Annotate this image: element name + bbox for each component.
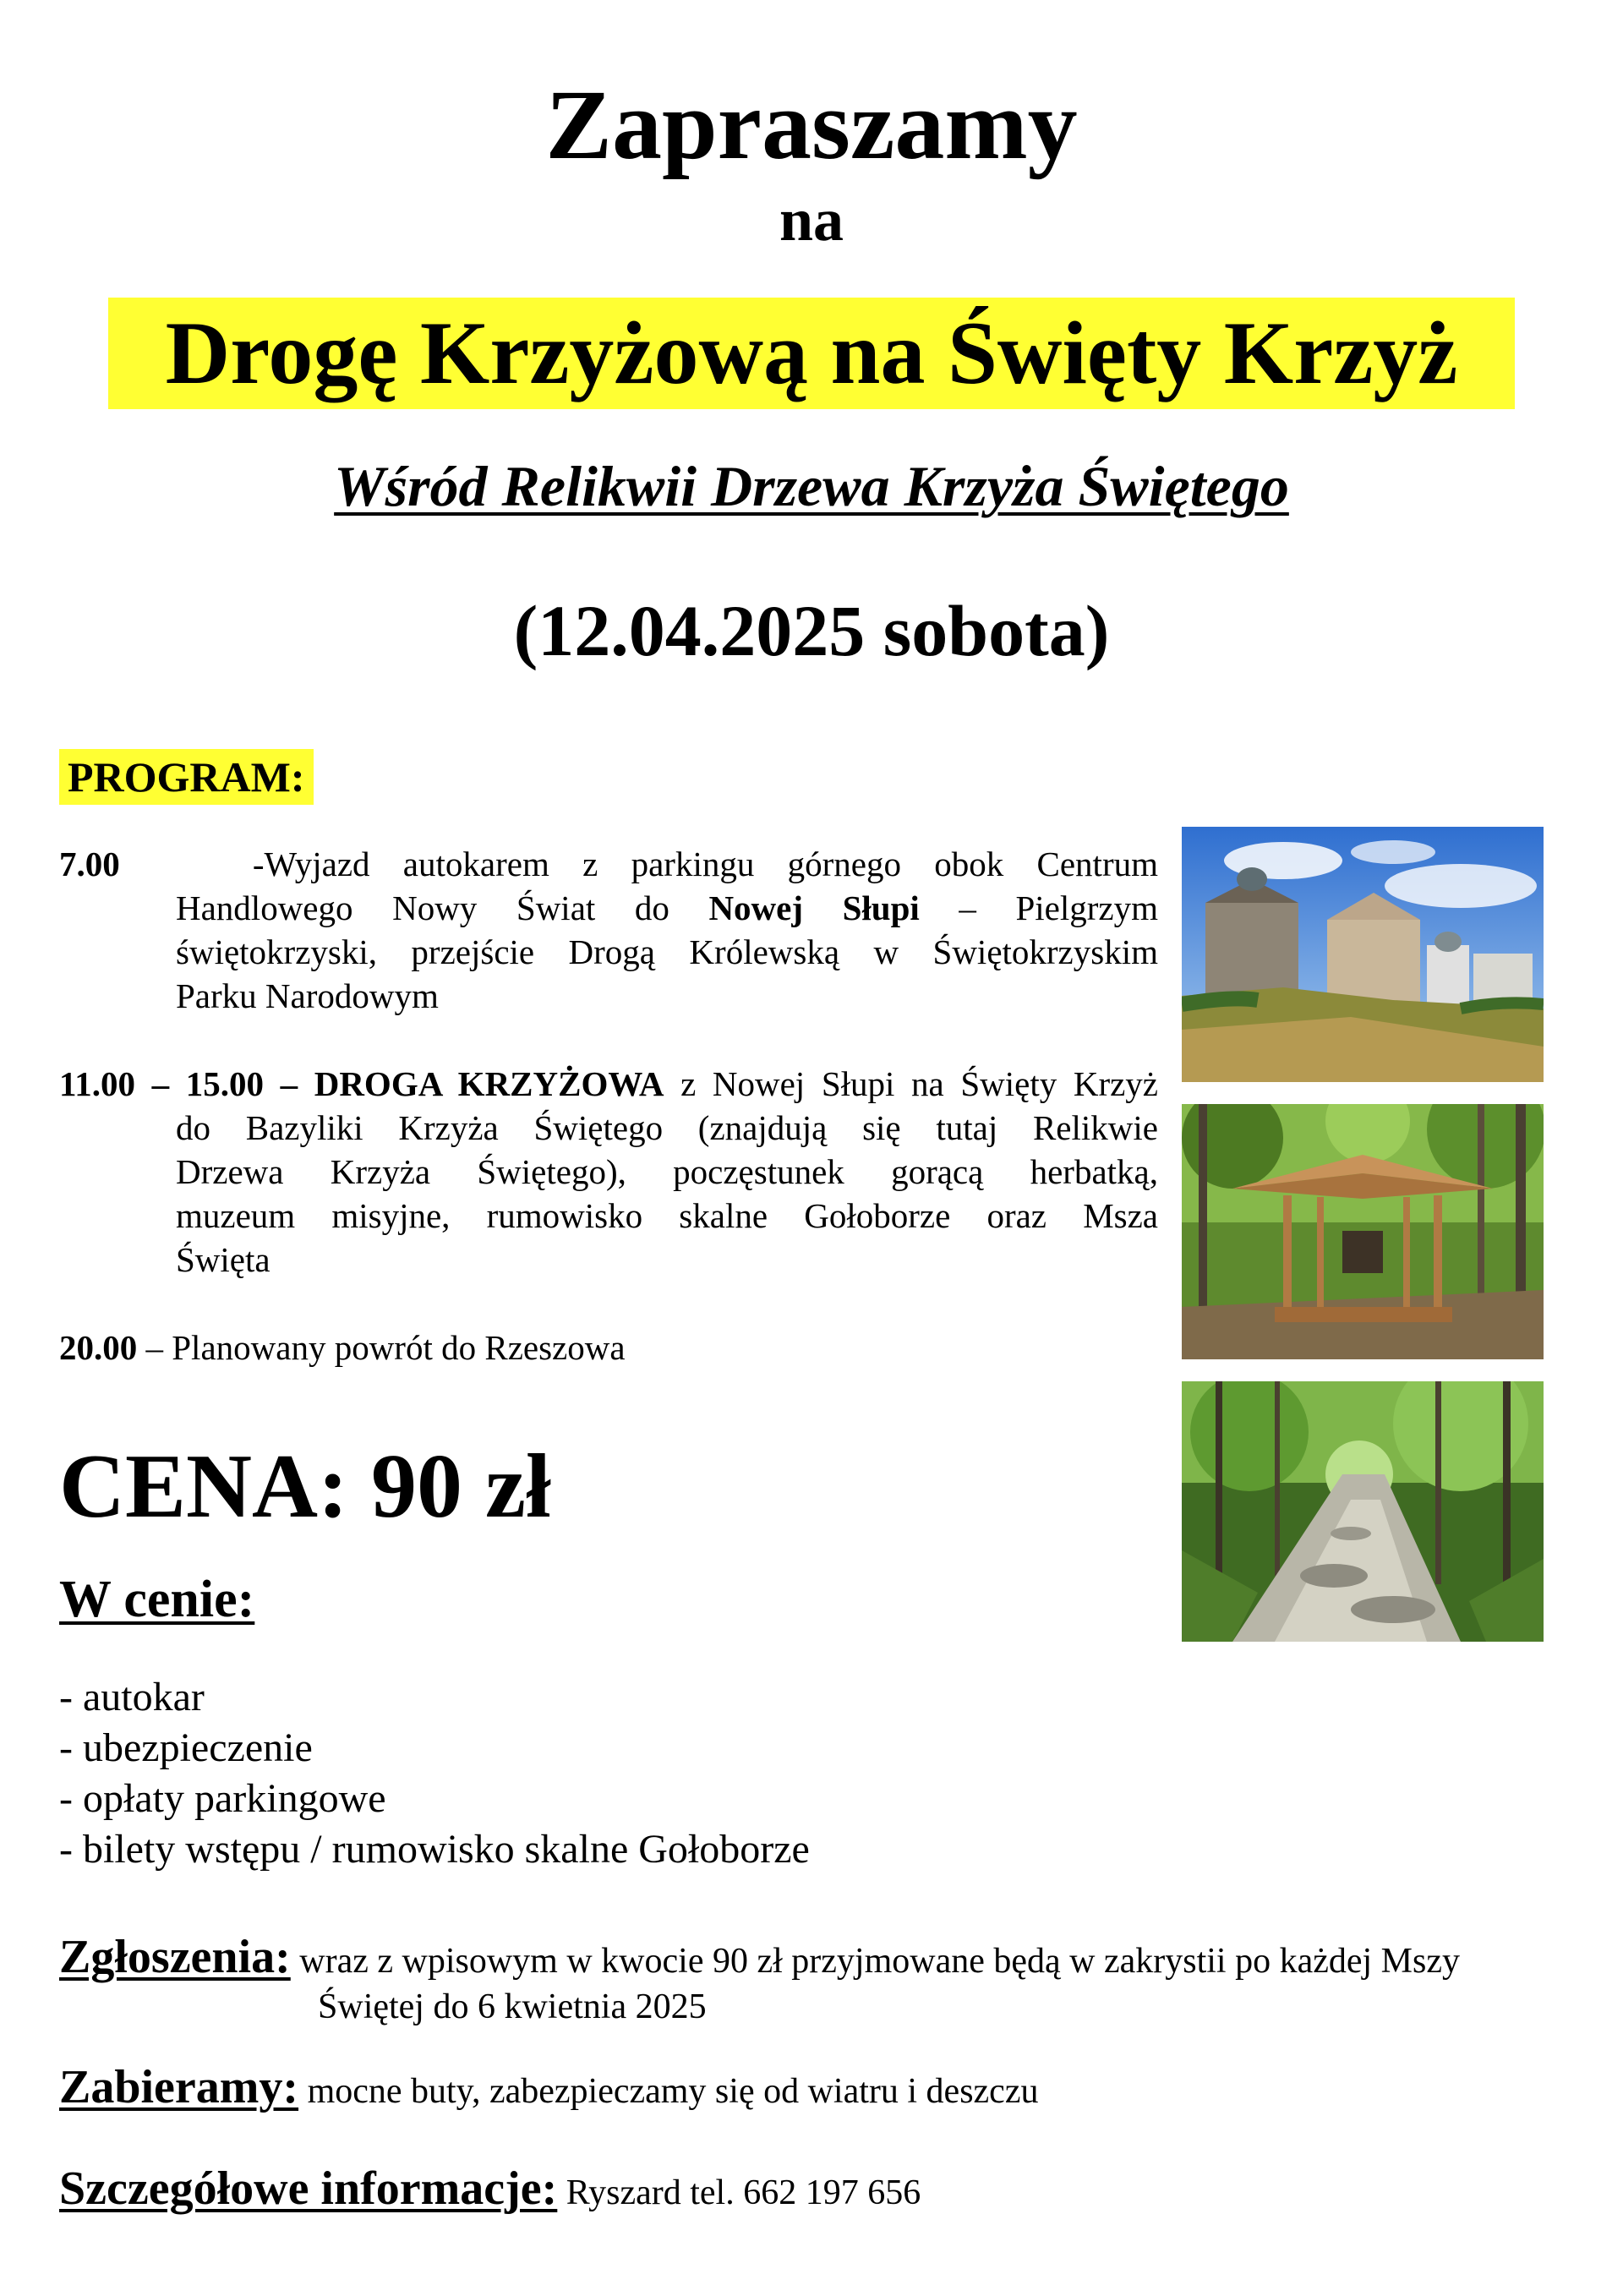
basilica-photo: [1182, 827, 1544, 1082]
program-label: PROGRAM:: [59, 749, 314, 805]
included-item: - bilety wstępu / rumowisko skalne Gołoborze: [59, 1827, 810, 1872]
forest-shrine-photo: [1182, 1104, 1544, 1359]
registration-label: Zgłoszenia:: [59, 1931, 291, 1983]
heading-zapraszamy: Zapraszamy: [545, 69, 1078, 180]
program-item-1-line4: Parku Narodowym: [176, 976, 439, 1015]
program-item-1-text2-bold: Nowej Słupi: [708, 888, 920, 927]
program-item-2-text1: z Nowej Słupi na Święty Krzyż: [664, 1064, 1159, 1103]
program-item-3: [59, 1326, 1158, 1369]
included-item: - ubezpieczenie: [59, 1725, 313, 1770]
details-label: Szczegółowe informacje:: [59, 2162, 558, 2215]
program-item-1-line1: [59, 842, 1158, 886]
program-item-1-line2: [59, 886, 1158, 930]
program-item-2-line4: muzeum misyjne, rumowisko skalne Gołoborze oraz Msza: [176, 1196, 1158, 1235]
event-date: (12.04.2025 sobota): [513, 590, 1110, 671]
program-item-1-time: 7.00: [59, 845, 120, 883]
program-item-3-line1: [59, 1326, 1158, 1369]
price: CENA: 90 zł: [59, 1436, 551, 1537]
program-item-2-line2: do Bazyliki Krzyża Świętego (znajdują się tutaj Relikwie: [176, 1108, 1158, 1147]
program-item-1-line3: świętokrzyski, przejście Drogą Królewską w Świętokrzyskim: [176, 932, 1158, 971]
forest-path-photo: [1182, 1381, 1544, 1642]
details-text: Ryszard tel. 662 197 656: [557, 2173, 921, 2212]
event-subtitle: [0, 450, 1623, 522]
program-item-1-text2b: – Pielgrzym: [919, 888, 1158, 927]
included-list: [59, 1672, 810, 1875]
bring-label: Zabieramy:: [59, 2061, 299, 2113]
program-item-1-text2a: Handlowego Nowy Świat do: [176, 888, 709, 927]
registration-info: [59, 1931, 1589, 2030]
included-item: - autokar: [59, 1675, 205, 1719]
included-label: W cenie:: [59, 1571, 255, 1628]
registration-text-2: Świętej do 6 kwietnia 2025: [318, 1987, 707, 2026]
program-item-2-line3: Drzewa Krzyża Świętego), poczęstunek gorącą herbatką,: [176, 1152, 1158, 1191]
program-item-2: [59, 1062, 1158, 1282]
heading-na: na: [779, 186, 844, 254]
program-item-1: [59, 842, 1158, 1018]
event-title-banner: Drogę Krzyżową na Święty Krzyż: [108, 298, 1515, 409]
program-item-3-text: – Planowany powrót do Rzeszowa: [137, 1328, 626, 1367]
details-info: [59, 2162, 921, 2216]
program-item-1-text1: -Wyjazd autokarem z parkingu górnego obok Centrum: [252, 845, 1158, 883]
included-item: - opłaty parkingowe: [59, 1776, 386, 1821]
program-item-2-line1: [59, 1062, 1158, 1106]
program-item-2-time: 11.00 – 15.00 – DROGA KRZYŻOWA: [59, 1064, 664, 1103]
event-subtitle-text: Wśród Relikwii Drzewa Krzyża Świętego: [334, 454, 1289, 518]
registration-text-1: wraz z wpisowym w kwocie 90 zł przyjmowane będą w zakrystii po każdej Mszy: [290, 1942, 1461, 1981]
bring-info: [59, 2061, 1039, 2114]
program-item-2-line5: Święta: [176, 1240, 270, 1279]
bring-text: mocne buty, zabezpieczamy się od wiatru i deszczu: [298, 2072, 1039, 2111]
program-item-3-time: 20.00: [59, 1328, 138, 1367]
